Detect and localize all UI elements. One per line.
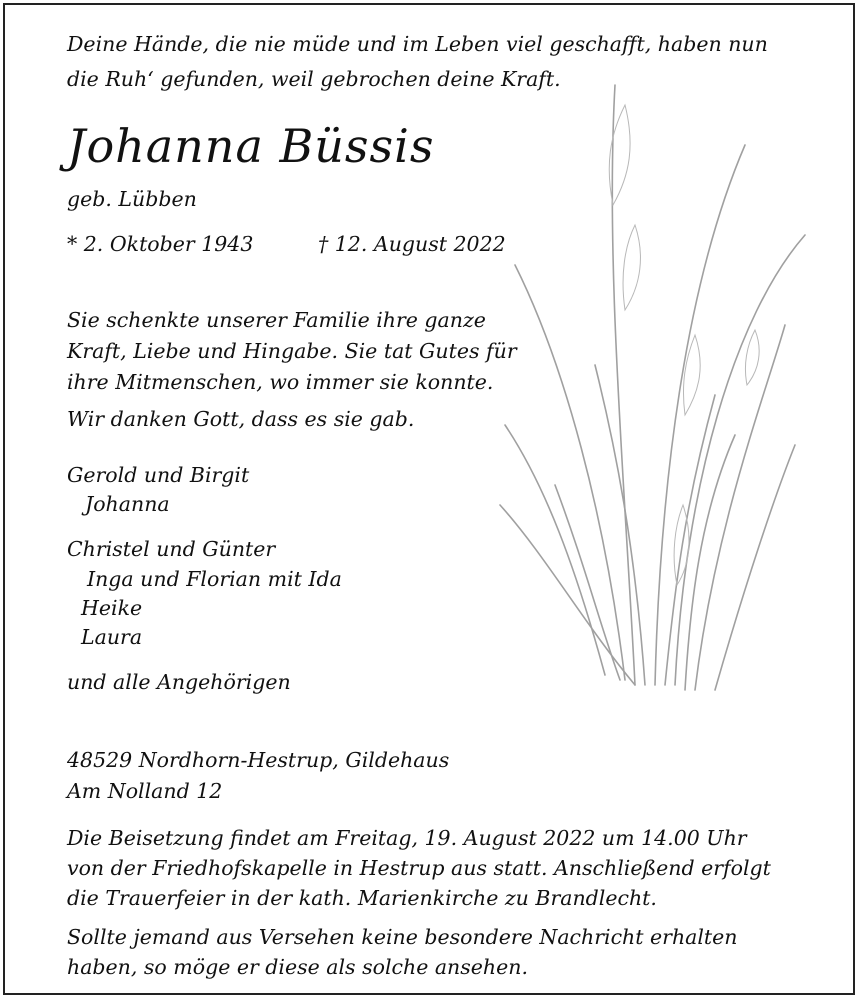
poem-line-1: Deine Hände, die nie müde und im Leben viel geschafft, haben nun [67,32,768,56]
death-date: † 12. August 2022 [318,232,506,256]
family-2-member-2: Heike [81,596,143,620]
family-1-member-1: Johanna [85,492,170,516]
family-2-member-3: Laura [81,625,143,649]
funeral-line-3: die Trauerfeier in der kath. Marienkirche zu Brandlecht. [67,886,657,910]
closing-line-2: haben, so möge er diese als solche ansehen. [67,955,528,979]
closing-line-1: Sollte jemand aus Versehen keine besondere Nachricht erhalten [67,925,738,949]
birth-name: geb. Lübben [67,187,197,211]
tribute-line-1: Sie schenkte unserer Familie ihre ganze [67,308,486,332]
funeral-line-1: Die Beisetzung findet am Freitag, 19. August 2022 um 14.00 Uhr [67,826,747,850]
other-relatives: und alle Angehörigen [67,670,291,694]
address-street: Am Nolland 12 [67,779,223,803]
poem-line-2: die Ruh‘ gefunden, weil gebrochen deine Kraft. [67,67,561,91]
tribute-line-2: Kraft, Liebe und Hingabe. Sie tat Gutes für [67,339,517,363]
birth-date: * 2. Oktober 1943 [67,232,254,256]
family-1: Gerold und Birgit [67,463,250,487]
deceased-name: Johanna Büssis [67,119,435,173]
address-city: 48529 Nordhorn-Hestrup, Gildehaus [67,748,450,772]
obituary-notice [3,3,855,995]
tribute-line-4: Wir danken Gott, dass es sie gab. [67,407,415,431]
wheat-illustration [485,65,825,705]
funeral-line-2: von der Friedhofskapelle in Hestrup aus statt. Anschließend erfolgt [67,856,771,880]
family-2-member-1: Inga und Florian mit Ida [87,567,342,591]
tribute-line-3: ihre Mitmenschen, wo immer sie konnte. [67,370,494,394]
family-2: Christel und Günter [67,537,276,561]
